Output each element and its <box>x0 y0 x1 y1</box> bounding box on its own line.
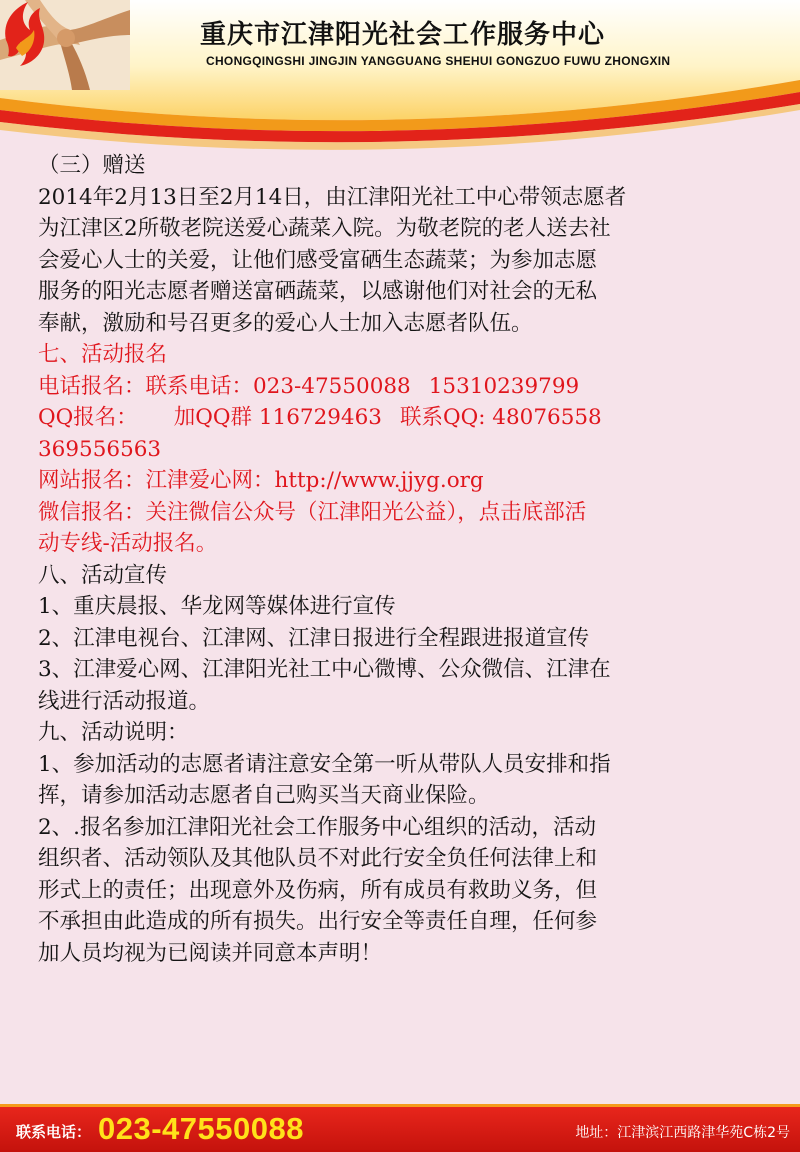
footer-address: 地址：江津滨江西路津华苑C栋2号 <box>575 1125 790 1141</box>
gift-line: 奉献，激励和号召更多的爱心人士加入志愿者队伍。 <box>38 310 533 336</box>
gift-line: 2014年2月13日至2月14日，由江津阳光社工中心带领志愿者 <box>38 184 627 210</box>
flame-logo-icon <box>0 0 52 70</box>
promo-line: 线进行活动报道。 <box>38 688 211 714</box>
wechat-signup: 微信报名：关注微信公众号（江津阳光公益），点击底部活 <box>38 499 587 525</box>
notes-line: 挥，请参加活动志愿者自己购买当天商业保险。 <box>38 783 490 808</box>
org-title-cn: 重庆市江津阳光社会工作服务中心 <box>200 20 606 50</box>
phone-signup-label: 电话报名：联系电话：023-47550088 <box>38 373 411 399</box>
qq-signup <box>38 402 773 434</box>
notes-line: 形式上的责任；出现意外及伤病，所有成员有救助义务，但 <box>38 877 598 903</box>
footer-phone-number[interactable]: 023-47550088 <box>98 1111 304 1146</box>
gift-heading: （三）赠送 <box>38 153 146 178</box>
wechat-signup: 动专线-活动报名。 <box>38 531 218 556</box>
header-banner <box>0 0 800 150</box>
promo-line: 2、江津电视台、江津网、江津日报进行全程跟进报道宣传 <box>38 625 590 651</box>
qq-contact[interactable]: 联系QQ: 48076558 <box>399 405 602 430</box>
gift-line: 为江津区2所敬老院送爱心蔬菜入院。为敬老院的老人送去社 <box>38 216 611 241</box>
notes-line: 组织者、活动领队及其他队员不对此行安全负任何法律上和 <box>38 846 598 871</box>
promo-heading: 八、活动宣传 <box>38 562 168 588</box>
web-signup-link[interactable]: 网站报名：江津爱心网：http://www.jjyg.org <box>38 468 484 493</box>
notes-line: 不承担由此造成的所有损失。出行安全等责任自理，任何参 <box>38 909 598 934</box>
notes-line: 1、参加活动的志愿者请注意安全第一听从带队人员安排和指 <box>38 751 611 777</box>
gift-line: 服务的阳光志愿者赠送富硒蔬菜，以感谢他们对社会的无私 <box>38 279 598 304</box>
article-body <box>38 150 773 969</box>
footer-bar <box>0 1104 800 1152</box>
qq-group[interactable]: 加QQ群 116729463 <box>173 405 382 430</box>
promo-line: 3、江津爱心网、江津阳光社工中心微博、公众微信、江津在 <box>38 657 611 682</box>
gift-line: 会爱心人士的关爱，让他们感受富硒生态蔬菜；为参加志愿 <box>38 247 598 273</box>
notes-heading: 九、活动说明： <box>38 720 189 745</box>
org-title-en: CHONGQINGSHI JINGJIN YANGGUANG SHEHUI GONGZUO FUWU ZHONGXIN <box>206 54 671 68</box>
phone-signup-mobile[interactable]: 15310239799 <box>428 373 580 399</box>
notes-line: 加人员均视为已阅读并同意本声明！ <box>38 940 383 966</box>
qq-contact-2[interactable]: 369556563 <box>38 436 162 462</box>
qq-signup-label: QQ报名： <box>38 405 138 430</box>
footer-phone-label: 联系电话： <box>16 1123 92 1141</box>
phone-signup <box>38 371 773 403</box>
notes-line: 2、.报名参加江津阳光社会工作服务中心组织的活动，活动 <box>38 814 597 840</box>
signup-heading: 七、活动报名 <box>38 342 168 367</box>
promo-line: 1、重庆晨报、华龙网等媒体进行宣传 <box>38 594 396 619</box>
